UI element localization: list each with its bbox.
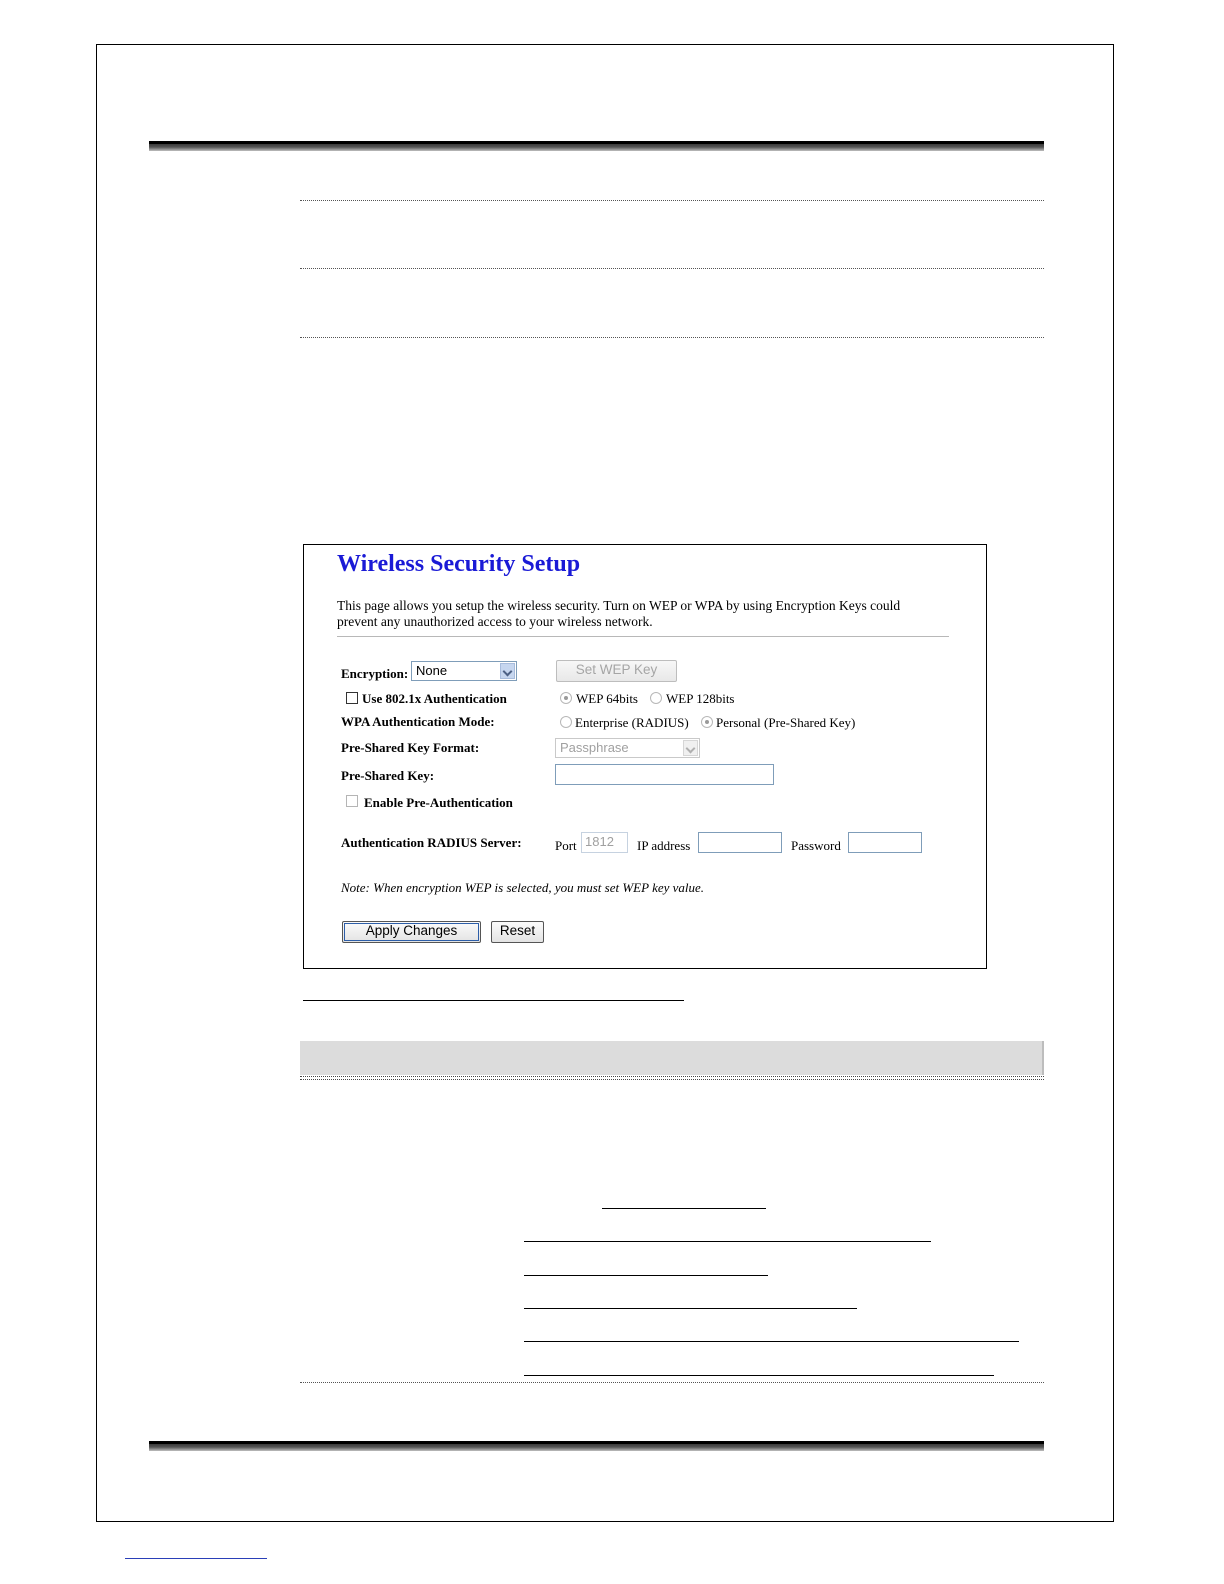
link-underline bbox=[524, 1241, 931, 1242]
psk-input[interactable] bbox=[555, 764, 774, 785]
reset-button[interactable]: Reset bbox=[491, 921, 544, 943]
panel-title: Wireless Security Setup bbox=[337, 551, 581, 577]
pre-auth-label: Enable Pre-Authentication bbox=[364, 795, 513, 810]
link-underline bbox=[524, 1275, 768, 1276]
encryption-label: Encryption: bbox=[341, 666, 409, 681]
table-header-band bbox=[300, 1041, 1044, 1075]
password-label: Password bbox=[791, 838, 841, 853]
link-underline bbox=[524, 1341, 1019, 1342]
table-rule bbox=[300, 1076, 1044, 1077]
personal-label: Personal (Pre-Shared Key) bbox=[716, 715, 856, 730]
wpa-mode-label: WPA Authentication Mode: bbox=[341, 714, 495, 729]
table-rule bbox=[300, 1079, 1044, 1080]
link-underline bbox=[524, 1375, 994, 1376]
set-wep-key-button[interactable]: Set WEP Key bbox=[556, 660, 677, 682]
encryption-value: None bbox=[416, 663, 448, 678]
link-underline bbox=[602, 1208, 766, 1209]
enterprise-radio[interactable] bbox=[560, 716, 572, 728]
chevron-down-icon bbox=[683, 740, 698, 756]
footer-rule bbox=[149, 1441, 1044, 1451]
link-underline bbox=[524, 1308, 857, 1309]
pre-auth-checkbox[interactable] bbox=[346, 795, 358, 807]
apply-changes-button[interactable]: Apply Changes bbox=[342, 921, 481, 943]
use-8021x-label: Use 802.1x Authentication bbox=[362, 691, 507, 706]
table-rule bbox=[300, 1382, 1044, 1383]
psk-format-label: Pre-Shared Key Format: bbox=[341, 740, 480, 755]
footer-link-underline bbox=[125, 1558, 267, 1559]
ip-address-input[interactable] bbox=[698, 832, 782, 853]
table-rule bbox=[300, 200, 1044, 201]
caption-underline bbox=[303, 1000, 684, 1001]
wireless-security-screenshot bbox=[303, 544, 987, 969]
wep-note: Note: When encryption WEP is selected, you must set WEP key value. bbox=[341, 880, 705, 895]
wep-64-label: WEP 64bits bbox=[576, 691, 638, 706]
panel-divider bbox=[337, 636, 949, 637]
radius-label: Authentication RADIUS Server: bbox=[341, 835, 522, 850]
password-input[interactable] bbox=[848, 832, 922, 853]
wep-128-label: WEP 128bits bbox=[666, 691, 735, 706]
encryption-select[interactable] bbox=[411, 661, 517, 681]
enterprise-label: Enterprise (RADIUS) bbox=[575, 715, 689, 730]
table-rule bbox=[300, 268, 1044, 269]
personal-radio[interactable] bbox=[701, 716, 713, 728]
psk-format-value: Passphrase bbox=[560, 740, 629, 755]
ip-address-label: IP address bbox=[637, 838, 691, 853]
use-8021x-checkbox[interactable] bbox=[346, 692, 358, 704]
psk-format-select[interactable] bbox=[555, 738, 700, 758]
chevron-down-icon bbox=[500, 663, 515, 679]
panel-description: This page allows you setup the wireless security. Turn on WEP or WPA by using Encryption Keys could prevent any unauthorized access to your wireless network. bbox=[337, 598, 901, 629]
port-input[interactable]: 1812 bbox=[581, 832, 628, 853]
table-rule bbox=[300, 337, 1044, 338]
wep-128-radio[interactable] bbox=[650, 692, 662, 704]
port-label: Port bbox=[555, 838, 577, 853]
wep-64-radio[interactable] bbox=[560, 692, 572, 704]
psk-label: Pre-Shared Key: bbox=[341, 768, 435, 783]
header-rule bbox=[149, 141, 1044, 151]
